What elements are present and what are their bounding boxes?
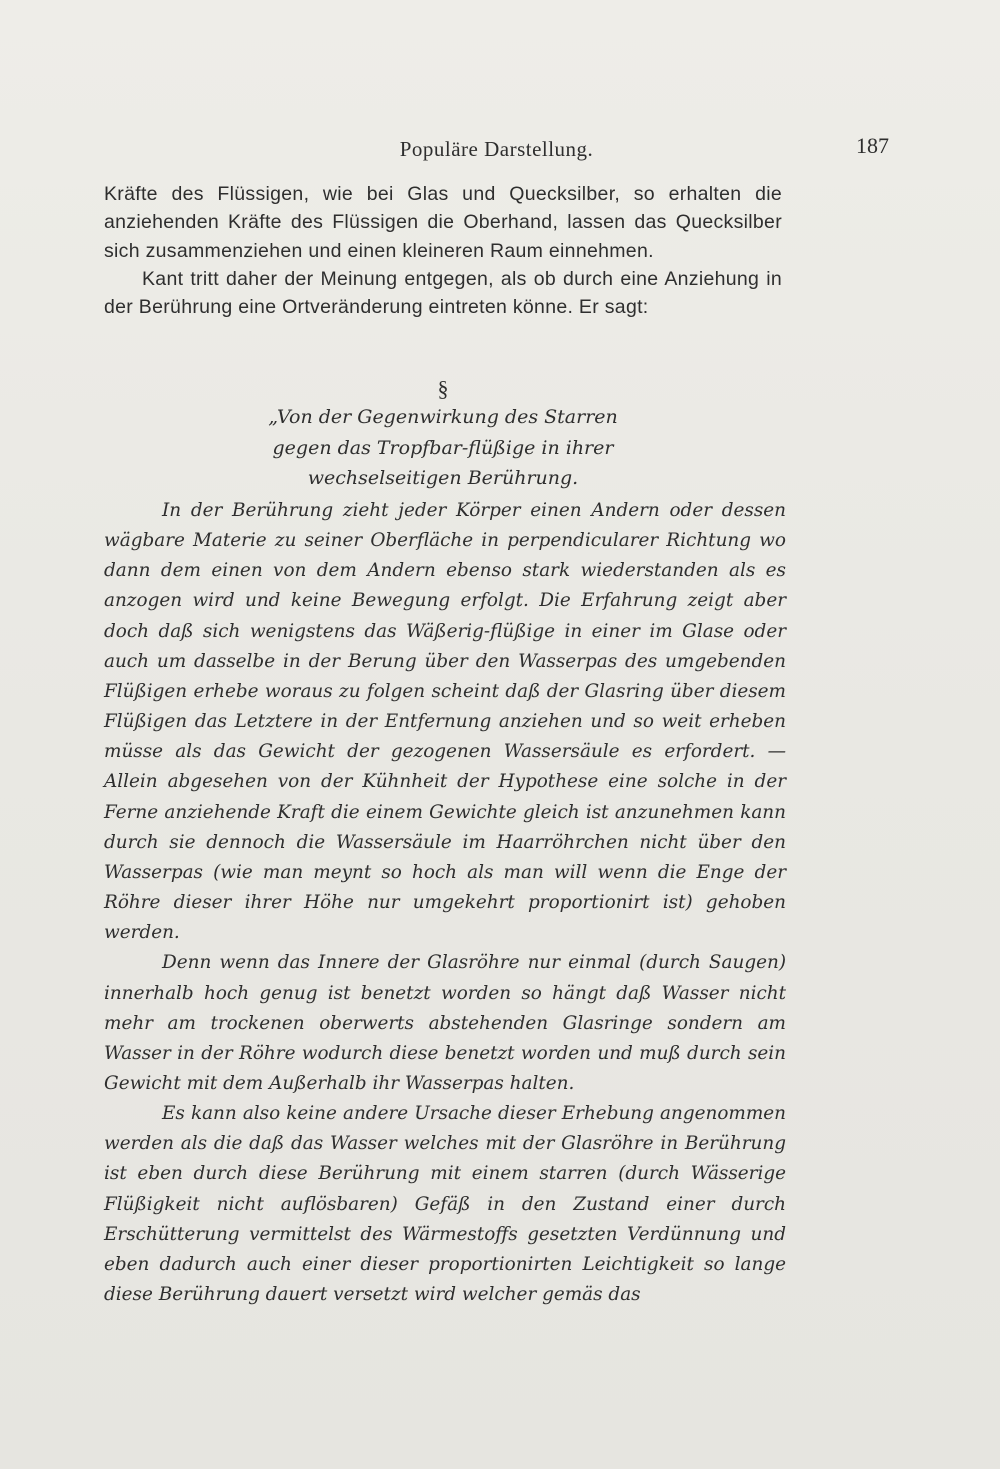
- page-header: [104, 133, 889, 167]
- quote-title-line: wechselseitigen Berührung.: [307, 467, 579, 489]
- running-head: Populäre Darstellung.: [399, 137, 594, 161]
- quote-title: [104, 402, 782, 494]
- intro-paragraph: Kant tritt daher der Meinung entgegen, als ob durch eine Anziehung in der Berührung eine Ortveränderung eintreten könne. Er sagt:: [104, 267, 782, 319]
- intro-text: [104, 180, 782, 321]
- quote-body: [104, 496, 786, 1310]
- page-number: 187: [856, 133, 889, 158]
- quote-title-line: „Von der Gegenwirkung des Starren: [268, 406, 618, 428]
- intro-paragraph: Kräfte des Flüssigen, wie bei Glas und Quecksilber, so erhalten die anziehenden Kräfte des Flüssigen die Oberhand, lassen das Quecksilber sich zusammenziehen und einen kleineren Raum einnehmen.: [104, 183, 782, 262]
- quote-title-line: gegen das Tropfbar-flüßige in ihrer: [272, 436, 614, 459]
- section-mark: §: [437, 376, 449, 401]
- quote-paragraph: Es kann also keine andere Ursache dieser Erhebung angenommen werden als die daß das Wasser welches mit der Glasröhre in Berührung ist eben durch diese Berührung mit einem starren (durch Wässerige Flüßigkeit nicht auflösbaren) Gefäß in den Zustand einer durch Erschütterung vermittelst des Wärmestoffs gesetzten Verdünnung und eben dadurch auch einer dieser proportionirten Leichtigkeit so lange diese Berührung dauert versetzt wird welcher gemäs das: [104, 1103, 786, 1306]
- quote-paragraph: Denn wenn das Innere der Glasröhre nur einmal (durch Saugen) innerhalb hoch genug ist benetzt worden so hängt daß Wasser nicht mehr am trockenen oberwerts abstehenden Glasringe sondern am Wasser in der Röhre wodurch diese benetzt worden und muß durch sein Gewicht mit dem Außerhalb ihr Wasserpas halten.: [104, 952, 786, 1094]
- quote-paragraph: In der Berührung zieht jeder Körper einen Andern oder dessen wägbare Materie zu seiner Oberfläche in perpendicularer Richtung wo dann dem einen von dem Andern ebenso stark wiederstanden als es anzogen wird und keine Bewegung erfolgt. Die Erfahrung zeigt aber doch daß sich wenigstens das Wäßerig-flüßige in einer im Glase oder auch um dasselbe in der Berung über den Wasserpas des umgebenden Flüßigen erhebe woraus zu folgen scheint daß der Glasring über diesem Flüßigen das Letztere in der Entfernung anziehen und so weit erheben müsse als das Gewicht der gezogenen Wassersäule es erfordert. — Allein abgesehen von der Kühnheit der Hypothese eine solche in der Ferne anziehende Kraft die einem Gewichte gleich ist anzunehmen kann durch sie dennoch die Wassersäule im Haarröhrchen nicht über den Wasserpas (wie man meynt so hoch als man will wenn die Enge der Röhre dieser ihrer Höhe nur umgekehrt proportionirt ist) gehoben werden.: [104, 500, 786, 944]
